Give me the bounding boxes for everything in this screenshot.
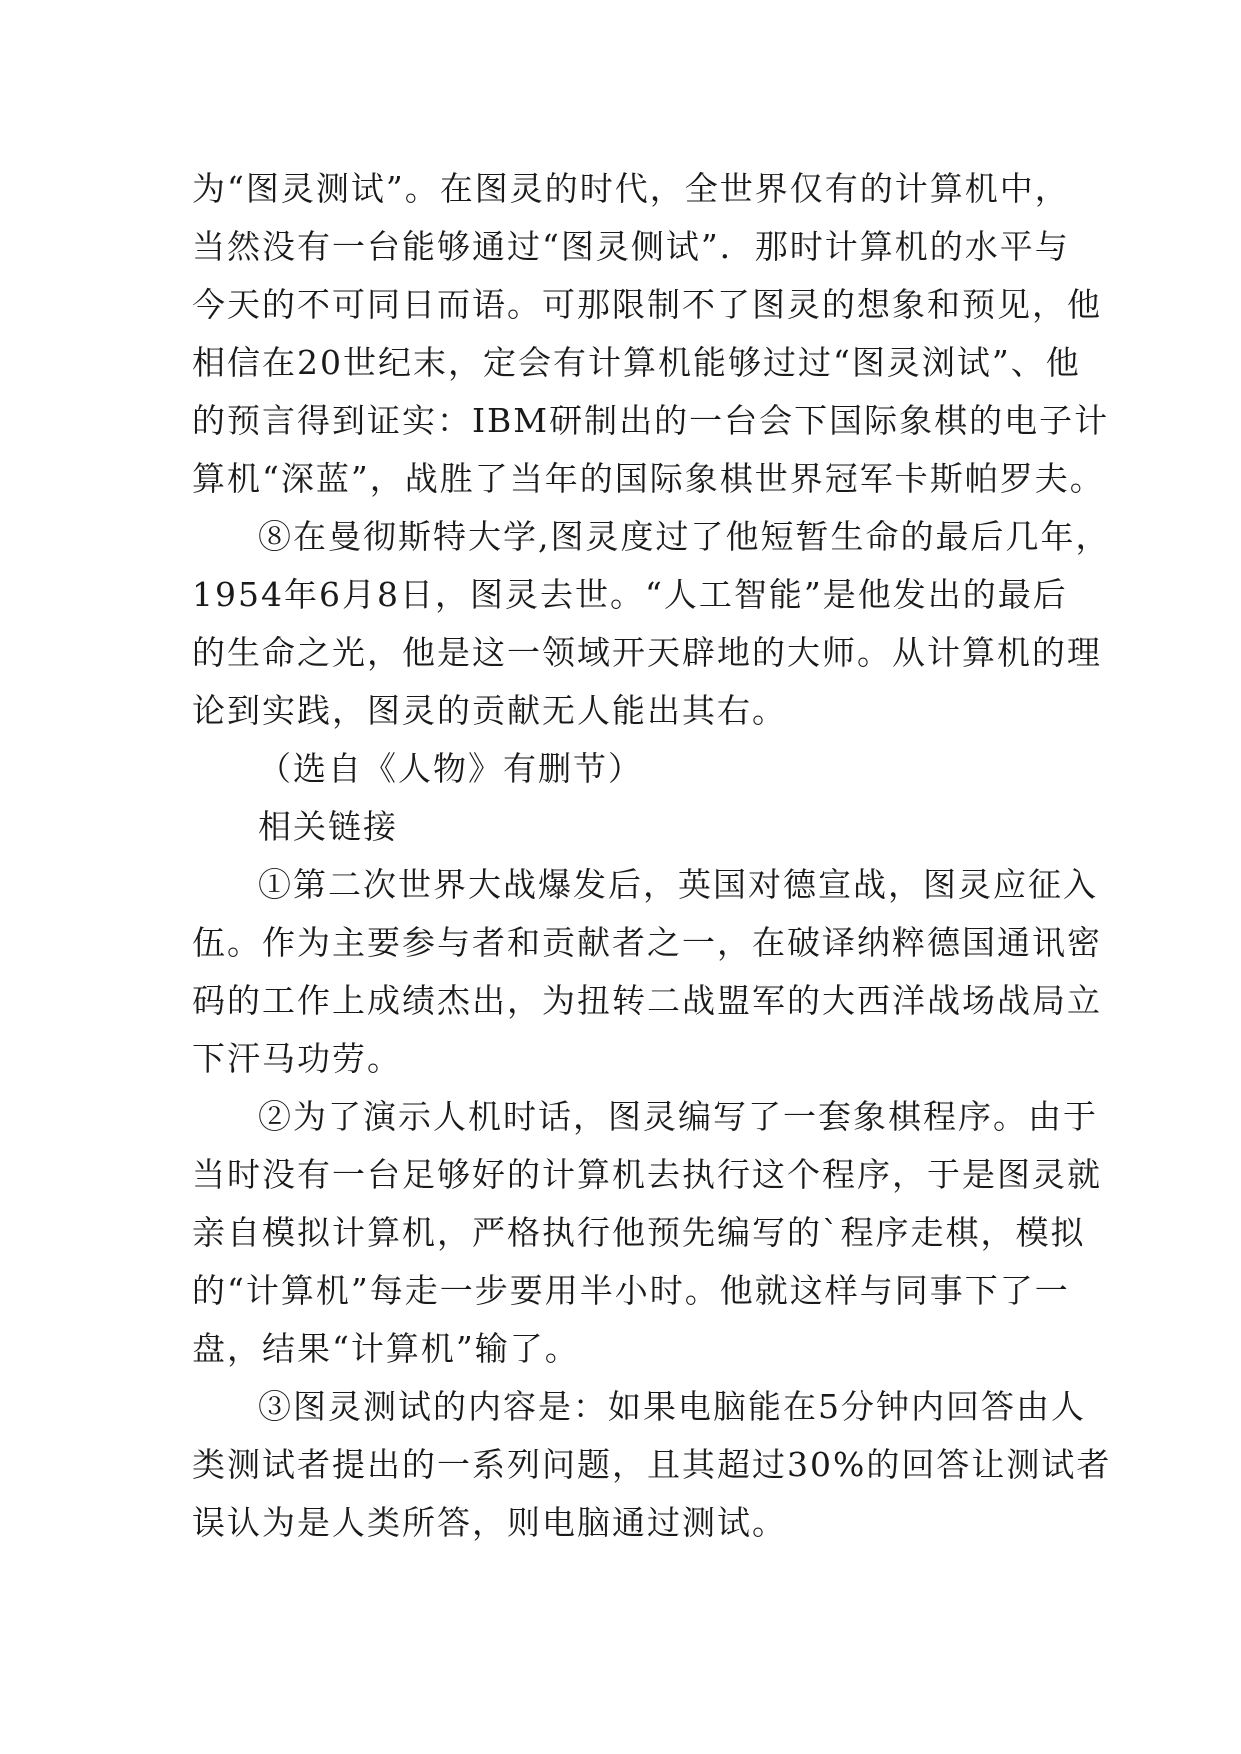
text-line: 为“图灵测试”。在图灵的时代，全世界仅有的计算机中， — [192, 169, 1070, 208]
text-line: 的“计算机”每走一步要用半小时。他就这样与同事下了一 — [192, 1271, 1070, 1310]
section-heading: 相关链接 — [258, 807, 398, 846]
paragraph-start-line: ②为了演示人机时话，图灵编写了一套象棋程序。由于 — [258, 1097, 1098, 1136]
paragraph-start-line: ①第二次世界大战爆发后，英国对德宣战，图灵应征入 — [258, 865, 1098, 904]
text-line: 今天的不可同日而语。可那限制不了图灵的想象和预见，他 — [192, 285, 1102, 324]
text-line: 的生命之光，他是这一领域开天辟地的大师。从计算机的理 — [192, 633, 1102, 672]
text-line: 伍。作为主要参与者和贡献者之一，在破译纳粹德国通讯密 — [192, 923, 1102, 962]
source-note: （选自《人物》有删节） — [258, 749, 643, 788]
text-line: 的预言得到证实：IBM研制出的一台会下国际象棋的电子计 — [192, 401, 1110, 440]
text-line: 算机“深蓝”，战胜了当年的国际象棋世界冠军卡斯帕罗夫。 — [192, 459, 1105, 498]
text-line: 类测试者提出的一系列问题，且其超过30%的回答让测试者 — [192, 1445, 1112, 1484]
text-line: 1954年6月8日，图灵去世。“人工智能”是他发出的最后 — [192, 575, 1068, 614]
text-line: 当然没有一台能够通过“图灵侧试”．那时计算机的水平与 — [192, 227, 1070, 266]
body-text — [192, 160, 1112, 1552]
text-line: 亲自模拟计算机，严格执行他预先编写的`程序走棋，模拟 — [192, 1213, 1086, 1252]
text-line: 论到实践，图灵的贡献无人能出其右。 — [192, 691, 787, 730]
text-line: 相信在20世纪末，定会有计算机能够过过“图灵浏试”、他 — [192, 343, 1081, 382]
paragraph-start-line: ③图灵测试的内容是：如果电脑能在5分钟内回答由人 — [258, 1387, 1086, 1426]
text-line: 码的工作上成绩杰出，为扭转二战盟军的大西洋战场战局立 — [192, 981, 1102, 1020]
text-line: 盘，结果“计算机”输了。 — [192, 1329, 580, 1368]
text-line: 误认为是人类所答，则电脑通过测试。 — [192, 1503, 787, 1542]
text-line: 下汗马功劳。 — [192, 1039, 402, 1078]
text-line: 当时没有一台足够好的计算机去执行这个程序，于是图灵就 — [192, 1155, 1102, 1194]
paragraph-start-line: ⑧在曼彻斯特大学,图灵度过了他短暂生命的最后几年， — [258, 517, 1111, 556]
